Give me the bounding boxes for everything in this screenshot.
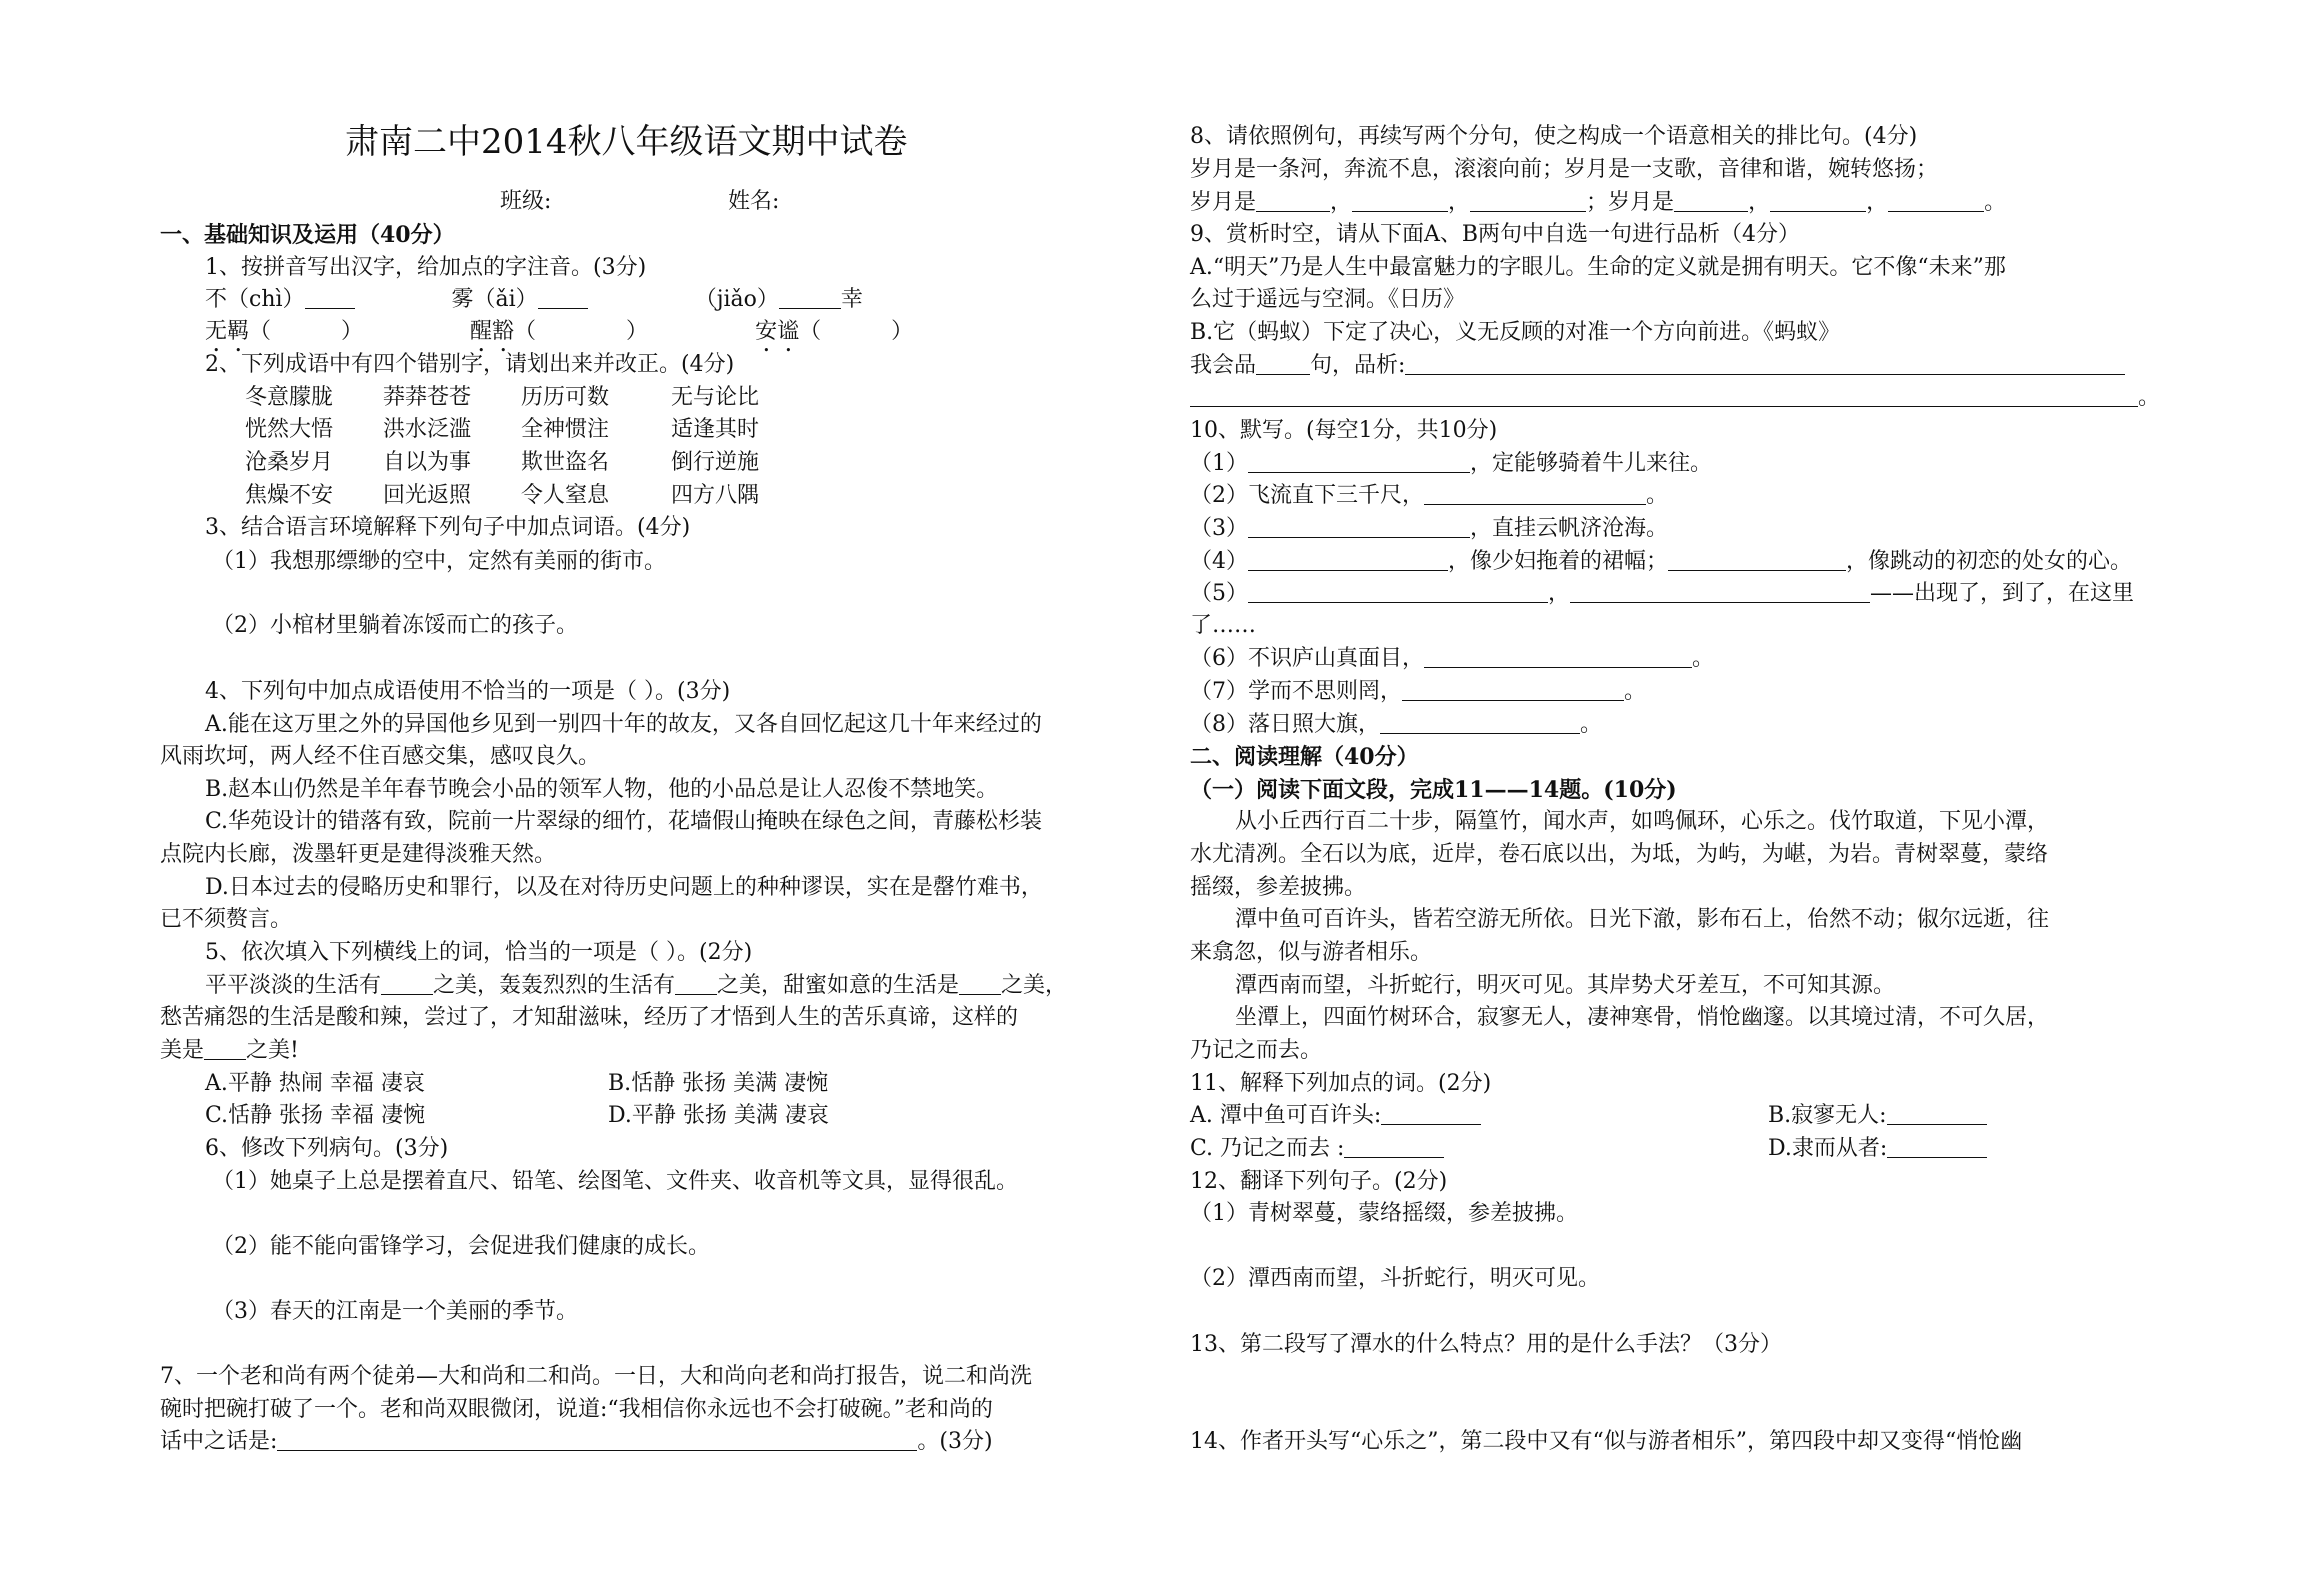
q5-option-c: C.恬静 张扬 幸福 凄惋 [205,1103,426,1128]
name-label: 姓名: [728,189,780,214]
q5-passage-1: 平平淡淡的生活有 之美，轰轰烈烈的生活有 之美，甜蜜如意的生活是 之美， [205,973,1068,998]
blank [1424,482,1646,505]
q10-item-1: （1） ，定能够骑着牛儿来往。 [1190,451,1713,476]
q12-stem: 12、翻译下列句子。(2分) [1190,1169,1448,1194]
passage-p4-cont: 乃记之而去。 [1190,1038,1323,1063]
q11-item-d: D.隶而从者: [1768,1133,1987,1166]
q10-item-2: （2）飞流直下三千尺， 。 [1190,483,1669,508]
answer-line [1190,384,2138,407]
q10-item-5: （5） ， ——出现了，到了，在这里 [1190,581,2135,606]
q5-passage-2: 愁苦痛怨的生活是酸和辣，尝过了，才知甜滋味，经历了才悟到人生的苦乐真谛，这样的 [160,1005,1019,1030]
q1-stem: 1、按拼音写出汉字，给加点的字注音。(3分) [205,255,647,280]
q4-option-d: D.日本过去的侵略历史和罪行，以及在对待历史问题上的种种谬误，实在是罄竹难书， [205,875,1043,900]
q2-idiom-row: 沧桑岁月 自以为事 欺世盗名 倒行逆施 [245,450,760,475]
q12-sentence-2: （2）潭西南而望，斗折蛇行，明灭可见。 [1190,1266,1600,1291]
q1-row1: 不（chì） 雾（ǎi） （jiǎo） 幸 [205,287,863,312]
blank [1770,189,1866,212]
passage-p1-cont: 水尤清冽。全石以为底，近岸，卷石底以出，为坻，为屿，为嵁，为岩。青树翠蔓，蒙络 [1190,842,2049,867]
q3-sentence-2: （2）小棺材里躺着冻馁而亡的孩子。 [212,613,578,638]
blank [1248,580,1548,603]
passage-p2-cont: 来翕忽，似与游者相乐。 [1190,940,1433,965]
q10-item-5-cont: 了…… [1190,613,1257,638]
blank [381,972,433,995]
q9-stem: 9、赏析时空，请从下面A、B两句中自选一句进行品析（4分） [1190,222,1801,247]
blank [1256,189,1330,212]
q7-line-2: 碗时把碗打破了一个。老和尚双眼微闭，说道:“我相信你永远也不会打破碗。”老和尚的 [160,1397,993,1422]
q9-fill: 我会品 句，品析: [1190,350,2125,383]
passage-p2: 潭中鱼可百许头，皆若空游无所依。日光下澈，影布石上，佁然不动；俶尔远逝，往 [1235,907,2050,932]
blank [779,286,841,309]
q2-idiom-row: 焦燥不安 回光返照 令人窒息 四方八隅 [245,483,760,508]
blank [1668,548,1846,571]
passage-p4: 坐潭上，四面竹树环合，寂寥无人，凄神寒骨，悄怆幽邃。以其境过清，不可久居， [1235,1005,2050,1030]
q10-item-3: （3） ，直挂云帆济沧海。 [1190,516,1669,541]
q3-sentence-1: （1）我想那缥缈的空中，定然有美丽的街市。 [212,549,666,574]
q9-option-a: A.“明天”乃是人生中最富魅力的字眼儿。生命的定义就是拥有明天。它不像“未来”那 [1190,255,2006,280]
q7-line-3: 话中之话是: 。(3分) [160,1429,993,1454]
blank [1887,1102,1987,1125]
q10-item-7: （7）学而不思则罔， 。 [1190,679,1647,704]
q10-item-8: （8）落日照大旗， 。 [1190,712,1603,737]
class-label: 班级: [500,189,552,214]
blank [1424,645,1692,668]
section-heading-2: 二、阅读理解（40分） [1190,744,1419,770]
q6-sentence-2: （2）能不能向雷锋学习，会促进我们健康的成长。 [212,1234,710,1259]
section-heading-1: 一、基础知识及运用（40分） [160,222,455,248]
blank [305,286,355,309]
q5-option-d: D.平静 张扬 美满 凄哀 [608,1103,829,1128]
q4-option-c: C.华苑设计的错落有致，院前一片翠绿的细竹，花墙假山掩映在绿色之间，青藤松杉装 [205,809,1043,834]
blank [1380,711,1580,734]
blank [675,972,717,995]
page-title: 肃南二中2014秋八年级语文期中试卷 [345,122,908,162]
q9-option-b: B.它（蚂蚁）下定了决心，义无反顾的对准一个方向前进。《蚂蚁》 [1190,320,1841,345]
blank [1352,189,1448,212]
q10-item-4: （4） ，像少妇拖着的裙幅； ，像跳动的初恋的处女的心。 [1190,549,2133,574]
blank [1570,580,1870,603]
answer-line [277,1428,917,1451]
q1-row2: 无羁（ ） 醒豁（ ） 安谧（ ） [205,319,914,344]
q4-option-c-cont: 点院内长廊，泼墨轩更是建得淡雅天然。 [160,842,557,867]
blank [1248,548,1448,571]
q12-sentence-1: （1）青树翠蔓，蒙络摇缀，参差披拂。 [1190,1201,1578,1226]
q2-idiom-row: 冬意朦胧 莽莽苍苍 历历可数 无与论比 [245,385,760,410]
q6-stem: 6、修改下列病句。(3分) [205,1136,449,1161]
blank [1256,352,1310,375]
q7-line-1: 7、一个老和尚有两个徒弟—大和尚和二和尚。一日，大和尚向老和尚打报告，说二和尚洗 [160,1364,1032,1389]
q8-example: 岁月是一条河，奔流不息，滚滚向前；岁月是一支歌，音律和谐，婉转悠扬； [1190,157,1939,182]
q5-stem: 5、依次填入下列横线上的词，恰当的一项是（ ）。(2分) [205,940,753,965]
q2-stem: 2、下列成语中有四个错别字，请划出来并改正。(4分) [205,352,735,377]
q5-option-b: B.恬静 张扬 美满 凄惋 [608,1071,829,1096]
q10-stem: 10、默写。(每空1分，共10分) [1190,418,1498,443]
blank [1888,189,1984,212]
blank [1402,678,1624,701]
q8-fill: 岁月是 ， ， ；岁月是 ， ， 。 [1190,190,2007,215]
q9-fill-2: 。 [1190,382,2160,415]
blank [1248,515,1470,538]
q9-option-a-cont: 么过于遥远与空洞。《日历》 [1190,287,1466,312]
q5-option-a: A.平静 热闹 幸福 凄哀 [205,1071,425,1096]
q4-option-d-cont: 已不须赘言。 [160,907,293,932]
blank [959,972,1001,995]
q6-sentence-1: （1）她桌子上总是摆着直尺、铅笔、绘图笔、文件夹、收音机等文具，显得很乱。 [212,1169,1018,1194]
answer-line [1405,352,2125,375]
q14-stem: 14、作者开头写“心乐之”，第二段中又有“似与游者相乐”，第四段中却又变得“悄怆幽 [1190,1429,2023,1454]
passage-p1-cont: 摇缀，参差披拂。 [1190,875,1367,900]
q13-stem: 13、第二段写了潭水的什么特点？用的是什么手法？（3分） [1190,1332,1782,1357]
q11-item-b: B.寂寥无人: [1768,1100,1987,1133]
q10-item-6: （6）不识庐山真面目， 。 [1190,646,1715,671]
q11-item-a: A. 潭中鱼可百许头: [1190,1100,1481,1133]
q4-option-a: A.能在这万里之外的异国他乡见到一别四十年的故友，又各自回忆起这几十年来经过的 [205,712,1042,737]
q6-sentence-3: （3）春天的江南是一个美丽的季节。 [212,1299,578,1324]
blank [204,1037,246,1060]
q4-option-b: B.赵本山仍然是羊年春节晚会小品的领军人物，他的小品总是让人忍俊不禁地笑。 [205,777,999,802]
q8-stem: 8、请依照例句，再续写两个分句，使之构成一个语意相关的排比句。(4分) [1190,124,1918,149]
q11-stem: 11、解释下列加点的词。(2分) [1190,1071,1492,1096]
blank [1344,1135,1444,1158]
blank [1887,1135,1987,1158]
blank [1248,450,1470,473]
reading-heading: （一）阅读下面文段，完成11——14题。(10分) [1190,777,1677,803]
blank [1470,189,1586,212]
blank [538,286,588,309]
q4-stem: 4、下列句中加点成语使用不恰当的一项是（ ）。(3分) [205,679,731,704]
passage-p3: 潭西南而望，斗折蛇行，明灭可见。其岸势犬牙差互，不可知其源。 [1235,973,1896,998]
q5-passage-3: 美是 之美! [160,1038,299,1063]
blank [1381,1102,1481,1125]
q11-item-c: C. 乃记之而去 : [1190,1133,1444,1166]
passage-p1: 从小丘西行百二十步，隔篁竹，闻水声，如鸣佩环，心乐之。伐竹取道，下见小潭， [1235,809,2050,834]
blank [1674,189,1748,212]
q4-option-a-cont: 风雨坎坷，两人经不住百感交集，感叹良久。 [160,744,601,769]
q2-idiom-row: 恍然大悟 洪水泛滥 全神惯注 适逢其时 [245,417,760,442]
q3-stem: 3、结合语言环境解释下列句子中加点词语。(4分) [205,515,691,540]
